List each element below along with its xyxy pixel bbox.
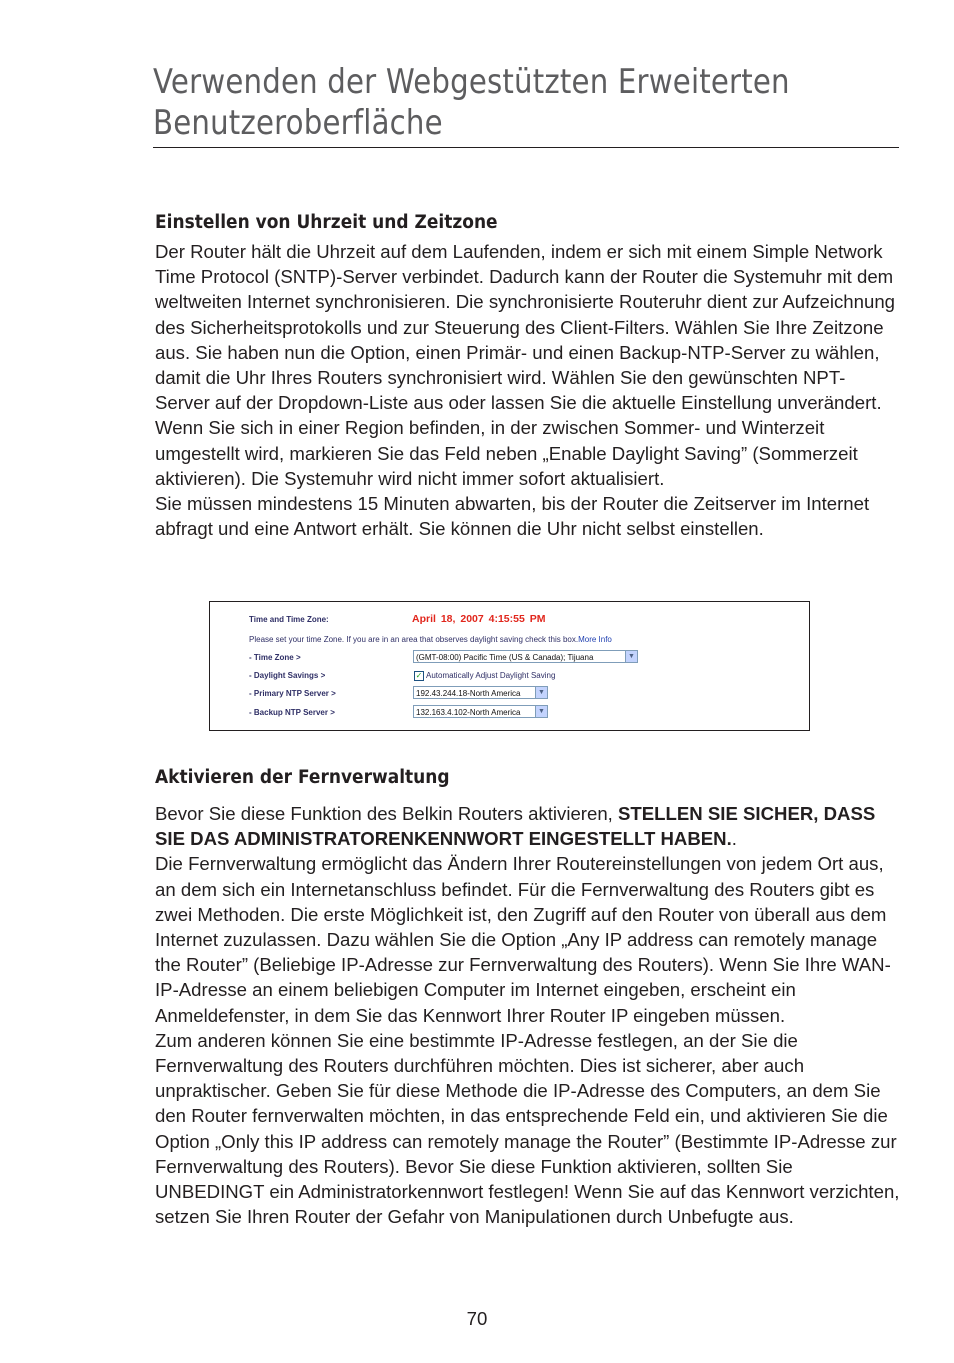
paragraph: Der Router hält die Uhrzeit auf dem Laufenden, indem er sich mit einem Simple Network Time Protocol (SNTP)-Server verbindet. Dadurch kann der Router die Systemuhr mit dem weltweiten Internet synchronisieren. Die synchronisierte Routeruhr dient zur Aufzeichnung des Sicherheitsprotokolls und zur Steuerung des Client-Filters. Wählen Sie Ihre Zeitzone aus. Sie haben nun die Option, einen Primär- und einen Backup-NTP-Server zu wählen, damit die Uhr Ihres Routers synchronisiert wird. Wählen Sie den gewünschten NPT-Server auf der Dropdown-Liste aus oder lassen Sie die aktuelle Einstellung unverändert. — [155, 241, 896, 414]
time-zone-header: Time and Time Zone: — [249, 615, 329, 624]
page-number: 70 — [466, 1308, 488, 1329]
daylight-saving-checkbox-label: Automatically Adjust Daylight Saving — [426, 671, 556, 680]
section-body-remote — [155, 801, 900, 1229]
paragraph: Die Fernverwaltung ermöglicht das Ändern Ihrer Routereinstellungen von jedem Ort aus, an dem sich ein Internetanschluss befindet. Für die Fernverwaltung des Routers gibt es zwei Methoden. Die erste Möglichkeit ist, den Zugriff auf den Router von überall aus dem Internet zuzulassen. Dazu wählen Sie die Option „Any IP address can remotely manage the Router” (Beliebige IP-Adresse zur Fernverwaltung des Routers). Wenn Sie Ihre WAN-IP-Adresse an einem beliebigen Computer im Internet eingeben, erscheint ein Anmeldefenster, in dem Sie das Kennwort Ihrer Router IP eingeben müssen. — [155, 853, 891, 1026]
section-heading-time: Einstellen von Uhrzeit und Zeitzone — [155, 212, 498, 233]
time-zone-select[interactable]: (GMT-08:00) Pacific Time (US & Canada); Tijuana ▼ — [413, 650, 638, 663]
page-title-line1: Verwenden der Webgestützten Erweiterten — [153, 62, 790, 102]
backup-ntp-select[interactable]: 132.163.4.102-North America ▼ — [413, 705, 548, 718]
paragraph: Sie müssen mindestens 15 Minuten abwarten, bis der Router die Zeitserver im Internet abfragt und eine Antwort erhält. Sie können die Uhr nicht selbst einstellen. — [155, 493, 870, 540]
title-divider — [153, 147, 899, 148]
time-zone-screenshot — [209, 601, 810, 731]
chevron-down-icon: ▼ — [535, 687, 547, 698]
warning-text: STELLEN SIE SICHER, DASS SIE DAS ADMINISTRATORENKENNWORT EINGESTELLT HABEN. — [155, 803, 876, 850]
section-body-time — [155, 239, 900, 541]
section-heading-remote: Aktivieren der Fernverwaltung — [155, 767, 450, 788]
daylight-savings-label: - Daylight Savings > — [249, 671, 326, 680]
more-info-link[interactable]: More Info — [578, 635, 612, 644]
backup-ntp-label: - Backup NTP Server > — [249, 708, 335, 717]
primary-ntp-select[interactable]: 192.43.244.18-North America ▼ — [413, 686, 548, 699]
paragraph: Bevor Sie diese Funktion des Belkin Routers aktivieren, STELLEN SIE SICHER, DASS SIE DAS ADMINISTRATORENKENNWORT EINGESTELLT HABEN.. — [155, 803, 876, 850]
current-datetime: April 18, 2007 4:15:55 PM — [412, 613, 546, 625]
daylight-saving-checkbox[interactable]: ✓ — [415, 671, 423, 680]
chevron-down-icon: ▼ — [625, 651, 637, 662]
chevron-down-icon: ▼ — [535, 706, 547, 717]
paragraph: Zum anderen können Sie eine bestimmte IP-Adresse festlegen, an der Sie die Fernverwaltung des Routers durchführen möchten. Dies ist sicherer, aber auch unpraktischer. Geben Sie für diese Methode die IP-Adresse des Computers, an dem Sie den Router fernverwalten möchten, in das entsprechende Feld ein, und aktivieren Sie die Option „Only this IP address can remotely manage the Router” (Bestimmte IP-Adresse zur Fernverwaltung des Routers). Bevor Sie diese Funktion aktivieren, sollten Sie UNBEDINGT ein Administratorkennwort festlegen! Wenn Sie auf das Kennwort verzichten, setzen Sie Ihren Router der Gefahr von Manipulationen durch Unbefugte aus. — [155, 1029, 900, 1228]
page-title — [153, 62, 807, 144]
primary-ntp-label: - Primary NTP Server > — [249, 689, 336, 698]
time-zone-note: Please set your time Zone. If you are in an area that observes daylight saving check this box.More Info — [249, 635, 612, 644]
paragraph: Wenn Sie sich in einer Region befinden, in der zwischen Sommer- und Winterzeit umgestellt wird, markieren Sie das Feld neben „Enable Daylight Saving” (Sommerzeit aktivieren). Die Systemuhr wird nicht immer sofort aktualisiert. — [155, 417, 858, 489]
page-title-line2: Benutzeroberfläche — [153, 103, 443, 143]
time-zone-label: - Time Zone > — [249, 653, 301, 662]
